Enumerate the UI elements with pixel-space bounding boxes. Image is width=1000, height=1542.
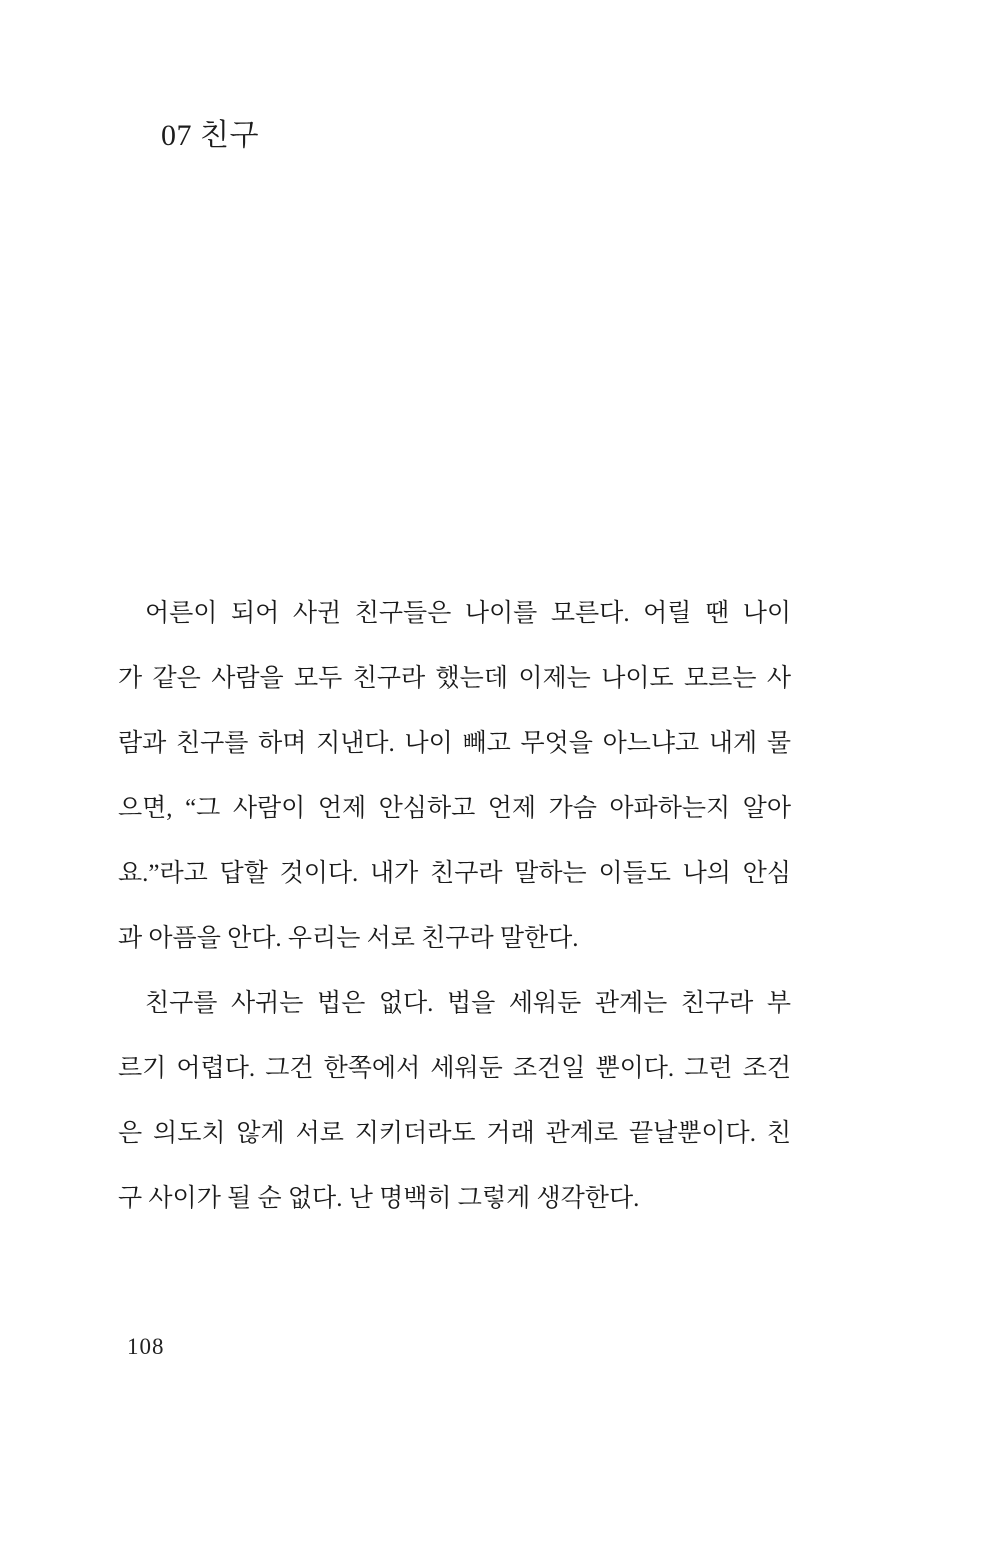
page-number: 108 — [127, 1334, 165, 1359]
text-line: 람과 친구를 하며 지낸다. 나이 빼고 무엇을 아느냐고 내게 물 — [118, 730, 791, 757]
paragraph — [118, 971, 791, 1231]
body-text — [118, 581, 791, 1231]
text-line: 구 사이가 될 순 없다. 난 명백히 그렇게 생각한다. — [118, 1185, 640, 1212]
paragraph — [118, 581, 791, 971]
text-line: 으면, “그 사람이 언제 안심하고 언제 가슴 아파하는지 알아 — [118, 795, 791, 822]
text-line: 요.”라고 답할 것이다. 내가 친구라 말하는 이들도 나의 안심 — [118, 860, 791, 887]
text-line: 가 같은 사람을 모두 친구라 했는데 이제는 나이도 모르는 사 — [118, 665, 791, 692]
chapter-title: 07 친구 — [161, 119, 259, 152]
text-line: 과 아픔을 안다. 우리는 서로 친구라 말한다. — [118, 925, 579, 952]
text-line: 르기 어렵다. 그건 한쪽에서 세워둔 조건일 뿐이다. 그런 조건 — [118, 1055, 791, 1082]
text-line: 친구를 사귀는 법은 없다. 법을 세워둔 관계는 친구라 부 — [145, 990, 791, 1017]
text-line: 은 의도치 않게 서로 지키더라도 거래 관계로 끝날뿐이다. 친 — [118, 1120, 791, 1147]
text-line: 어른이 되어 사귄 친구들은 나이를 모른다. 어릴 땐 나이 — [145, 600, 791, 627]
